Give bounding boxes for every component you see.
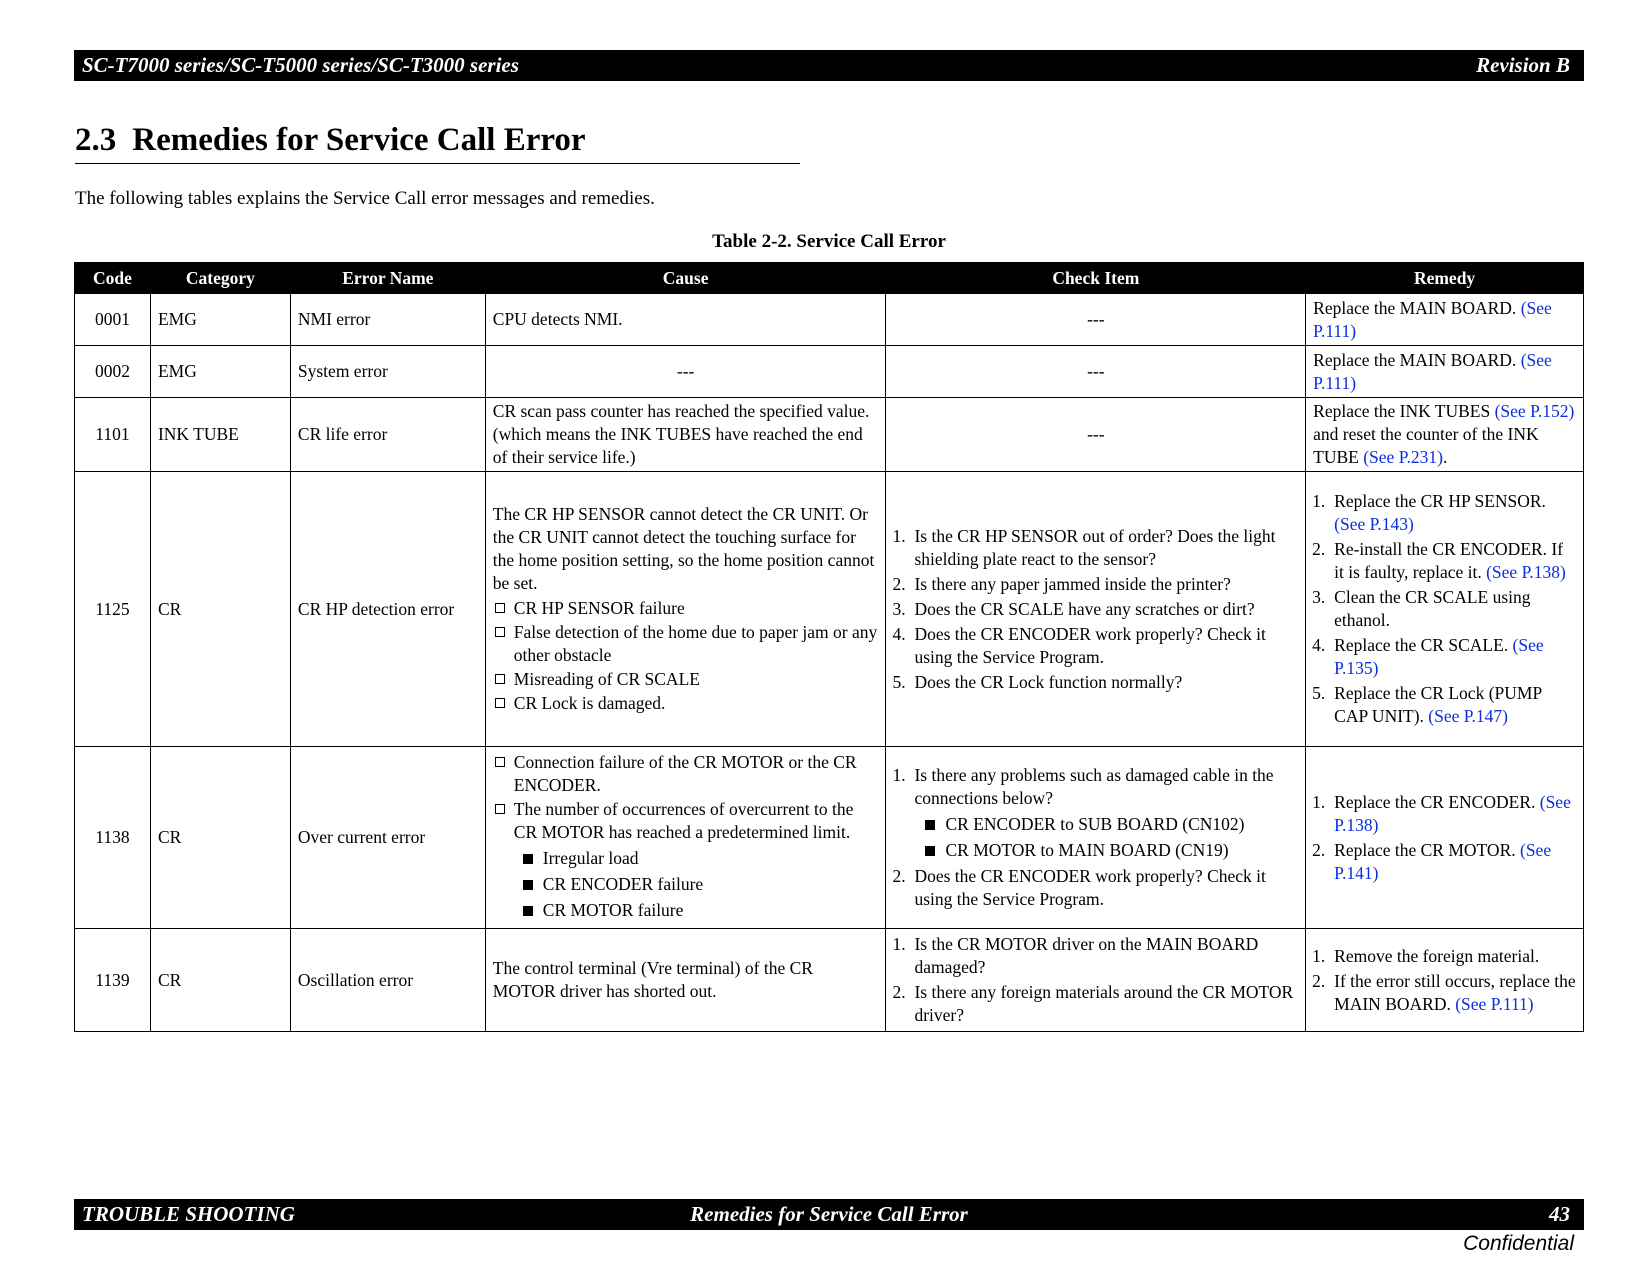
code-cell: 1138: [75, 747, 151, 929]
checkbox-bullet-icon: [495, 804, 505, 814]
check-item-cell: [886, 747, 1306, 929]
cause-cell: The control terminal (Vre terminal) of the CR MOTOR driver has shorted out.: [485, 929, 886, 1032]
check-item-cell: [886, 472, 1306, 747]
page-reference-link[interactable]: (See P.135): [1334, 635, 1544, 678]
list-item: 5. Does the CR Lock function normally?: [892, 671, 1183, 692]
table-header-row: [75, 263, 1584, 294]
page-reference-link[interactable]: (See P.141): [1334, 839, 1552, 883]
code-cell: 0001: [75, 294, 151, 346]
check-list: [893, 865, 1298, 911]
table-row: [75, 472, 1584, 747]
checkbox-bullet-icon: [495, 698, 505, 708]
category-cell: CR: [150, 472, 290, 747]
list-item: 2. If the error still occurs, replace the MAIN BOARD. (See P.111): [1312, 970, 1576, 1014]
list-item: Irregular load: [521, 847, 879, 870]
page-reference-link[interactable]: (See P.152): [1494, 401, 1575, 421]
code-cell: 1101: [75, 398, 151, 472]
checkbox-bullet-icon: [495, 603, 505, 613]
confidential-label: Confidential: [1463, 1232, 1574, 1255]
footer-section: Remedies for Service Call Error: [690, 1202, 968, 1226]
list-item: CR MOTOR failure: [521, 899, 879, 922]
square-bullet-icon: [523, 880, 533, 890]
check-item-cell: [886, 929, 1306, 1032]
cause-sublist: [521, 847, 879, 922]
code-cell: 1125: [75, 472, 151, 747]
cause-description: The CR HP SENSOR cannot detect the CR UNIT. Or the CR UNIT cannot detect the touching surface for the home position setting, so the home position cannot be set.: [492, 503, 875, 593]
cause-cell: ---: [485, 346, 886, 398]
cause-cell: CR scan pass counter has reached the specified value. (which means the INK TUBES have reached the end of their service life.): [485, 398, 886, 472]
page-reference-link[interactable]: (See P.111): [1455, 993, 1534, 1014]
list-item: 4. Replace the CR SCALE. (See P.135): [1312, 635, 1544, 678]
checkbox-bullet-icon: [495, 627, 505, 637]
list-item: 1. Is there any problems such as damaged cable in the connections below?: [892, 765, 1274, 808]
table-row: [75, 929, 1584, 1032]
remedy-cell: [1306, 929, 1584, 1032]
cause-cell: [485, 472, 886, 747]
section-heading: Remedies for Service Call Error: [132, 122, 586, 158]
error-name-cell: CR life error: [290, 398, 485, 472]
list-item: CR Lock is damaged.: [493, 692, 879, 715]
service-call-error-table: [74, 262, 1584, 1032]
table-row: [75, 747, 1584, 929]
column-header-error-name: Error Name: [290, 263, 485, 294]
square-bullet-icon: [925, 820, 935, 830]
list-item: 1. Replace the CR ENCODER. (See P.138): [1312, 791, 1571, 835]
section-number: 2.3: [75, 122, 117, 158]
error-name-cell: NMI error: [290, 294, 485, 346]
check-list: [893, 525, 1298, 694]
header-revision: Revision B: [1476, 53, 1570, 77]
error-name-cell: CR HP detection error: [290, 472, 485, 747]
category-cell: CR: [150, 929, 290, 1032]
cause-cell: [485, 747, 886, 929]
checkbox-bullet-icon: [495, 674, 505, 684]
remedy-cell: [1306, 472, 1584, 747]
square-bullet-icon: [523, 854, 533, 864]
list-item: CR ENCODER to SUB BOARD (CN102): [923, 813, 1298, 836]
check-list: [893, 933, 1298, 1027]
list-item: CR HP SENSOR failure: [493, 597, 879, 620]
list-item: 2. Re-install the CR ENCODER. If it is faulty, replace it. (See P.138): [1312, 539, 1566, 582]
cause-cell: CPU detects NMI.: [485, 294, 886, 346]
list-item: Misreading of CR SCALE: [493, 668, 879, 691]
check-item-cell: ---: [886, 346, 1306, 398]
list-item: 5. Replace the CR Lock (PUMP CAP UNIT). (See P.147): [1312, 683, 1542, 726]
error-name-cell: System error: [290, 346, 485, 398]
list-item: The number of occurrences of overcurrent to the CR MOTOR has reached a predetermined limit.: [493, 798, 879, 844]
page-reference-link[interactable]: (See P.143): [1334, 514, 1414, 534]
list-item: 2. Is there any foreign materials around the CR MOTOR driver?: [892, 982, 1294, 1025]
code-cell: 1139: [75, 929, 151, 1032]
list-item: 2. Is there any paper jammed inside the printer?: [892, 573, 1231, 594]
check-item-cell: ---: [886, 398, 1306, 472]
column-header-code: Code: [75, 263, 151, 294]
page-reference-link[interactable]: (See P.138): [1486, 562, 1566, 582]
cause-list: [493, 751, 879, 844]
list-item: CR ENCODER failure: [521, 873, 879, 896]
list-item: 1. Is the CR MOTOR driver on the MAIN BOARD damaged?: [892, 934, 1259, 977]
list-item: 1. Replace the CR HP SENSOR. (See P.143): [1312, 491, 1546, 534]
category-cell: EMG: [150, 294, 290, 346]
page-number: 43: [1549, 1202, 1570, 1226]
check-list: [893, 764, 1298, 810]
header-bar: [74, 50, 1584, 81]
header-title: SC-T7000 series/SC-T5000 series/SC-T3000 series: [82, 53, 519, 77]
table-row: [75, 346, 1584, 398]
list-item: 3. Clean the CR SCALE using ethanol.: [1312, 587, 1531, 630]
list-item: CR MOTOR to MAIN BOARD (CN19): [923, 839, 1298, 862]
list-item: 4. Does the CR ENCODER work properly? Check it using the Service Program.: [892, 623, 1266, 667]
page-reference-link[interactable]: (See P.138): [1334, 791, 1571, 835]
page-reference-link[interactable]: (See P.231): [1363, 447, 1443, 467]
remedy-text: .: [1442, 447, 1448, 467]
list-item: False detection of the home due to paper jam or any other obstacle: [493, 621, 879, 667]
error-name-cell: Oscillation error: [290, 929, 485, 1032]
cause-list: [493, 597, 879, 715]
category-cell: EMG: [150, 346, 290, 398]
remedy-text: Replace the MAIN BOARD.: [1313, 297, 1521, 318]
category-cell: CR: [150, 747, 290, 929]
table-row: [75, 294, 1584, 346]
table-caption: Table 2-2. Service Call Error: [712, 231, 946, 252]
list-item: 3. Does the CR SCALE have any scratches or dirt?: [892, 598, 1255, 619]
list-item: 1. Is the CR HP SENSOR out of order? Does the light shielding plate react to the sensor?: [892, 525, 1276, 569]
remedy-list: [1313, 791, 1576, 885]
column-header-cause: Cause: [485, 263, 886, 294]
column-header-remedy: Remedy: [1306, 263, 1584, 294]
section-title: [75, 122, 800, 164]
square-bullet-icon: [523, 906, 533, 916]
remedy-text: Replace the MAIN BOARD.: [1313, 349, 1521, 370]
intro-text: The following tables explains the Service Call error messages and remedies.: [75, 188, 655, 209]
remedy-cell: [1306, 294, 1584, 346]
checkbox-bullet-icon: [495, 757, 505, 767]
check-item-cell: ---: [886, 294, 1306, 346]
remedy-cell: [1306, 346, 1584, 398]
column-header-check-item: Check Item: [886, 263, 1306, 294]
category-cell: INK TUBE: [150, 398, 290, 472]
list-item: 1. Remove the foreign material.: [1312, 945, 1540, 966]
error-name-cell: Over current error: [290, 747, 485, 929]
footer-chapter: TROUBLE SHOOTING: [82, 1202, 295, 1226]
list-item: 2. Does the CR ENCODER work properly? Check it using the Service Program.: [892, 866, 1266, 909]
page-reference-link[interactable]: (See P.111): [1313, 297, 1552, 341]
remedy-text: Replace the INK TUBES: [1313, 401, 1495, 421]
page-reference-link[interactable]: (See P.111): [1313, 349, 1552, 393]
remedy-list: [1313, 490, 1576, 728]
remedy-text: and reset the counter of the INK TUBE: [1313, 424, 1539, 467]
column-header-category: Category: [150, 263, 290, 294]
remedy-cell: [1306, 398, 1584, 472]
square-bullet-icon: [925, 846, 935, 856]
remedy-list: [1313, 945, 1576, 1016]
footer-bar: [74, 1199, 1584, 1230]
table-row: [75, 398, 1584, 472]
page-reference-link[interactable]: (See P.147): [1428, 706, 1509, 726]
check-sublist: [923, 813, 1298, 862]
list-item: Connection failure of the CR MOTOR or the CR ENCODER.: [493, 751, 879, 797]
code-cell: 0002: [75, 346, 151, 398]
list-item: 2. Replace the CR MOTOR. (See P.141): [1312, 839, 1552, 883]
remedy-cell: [1306, 747, 1584, 929]
